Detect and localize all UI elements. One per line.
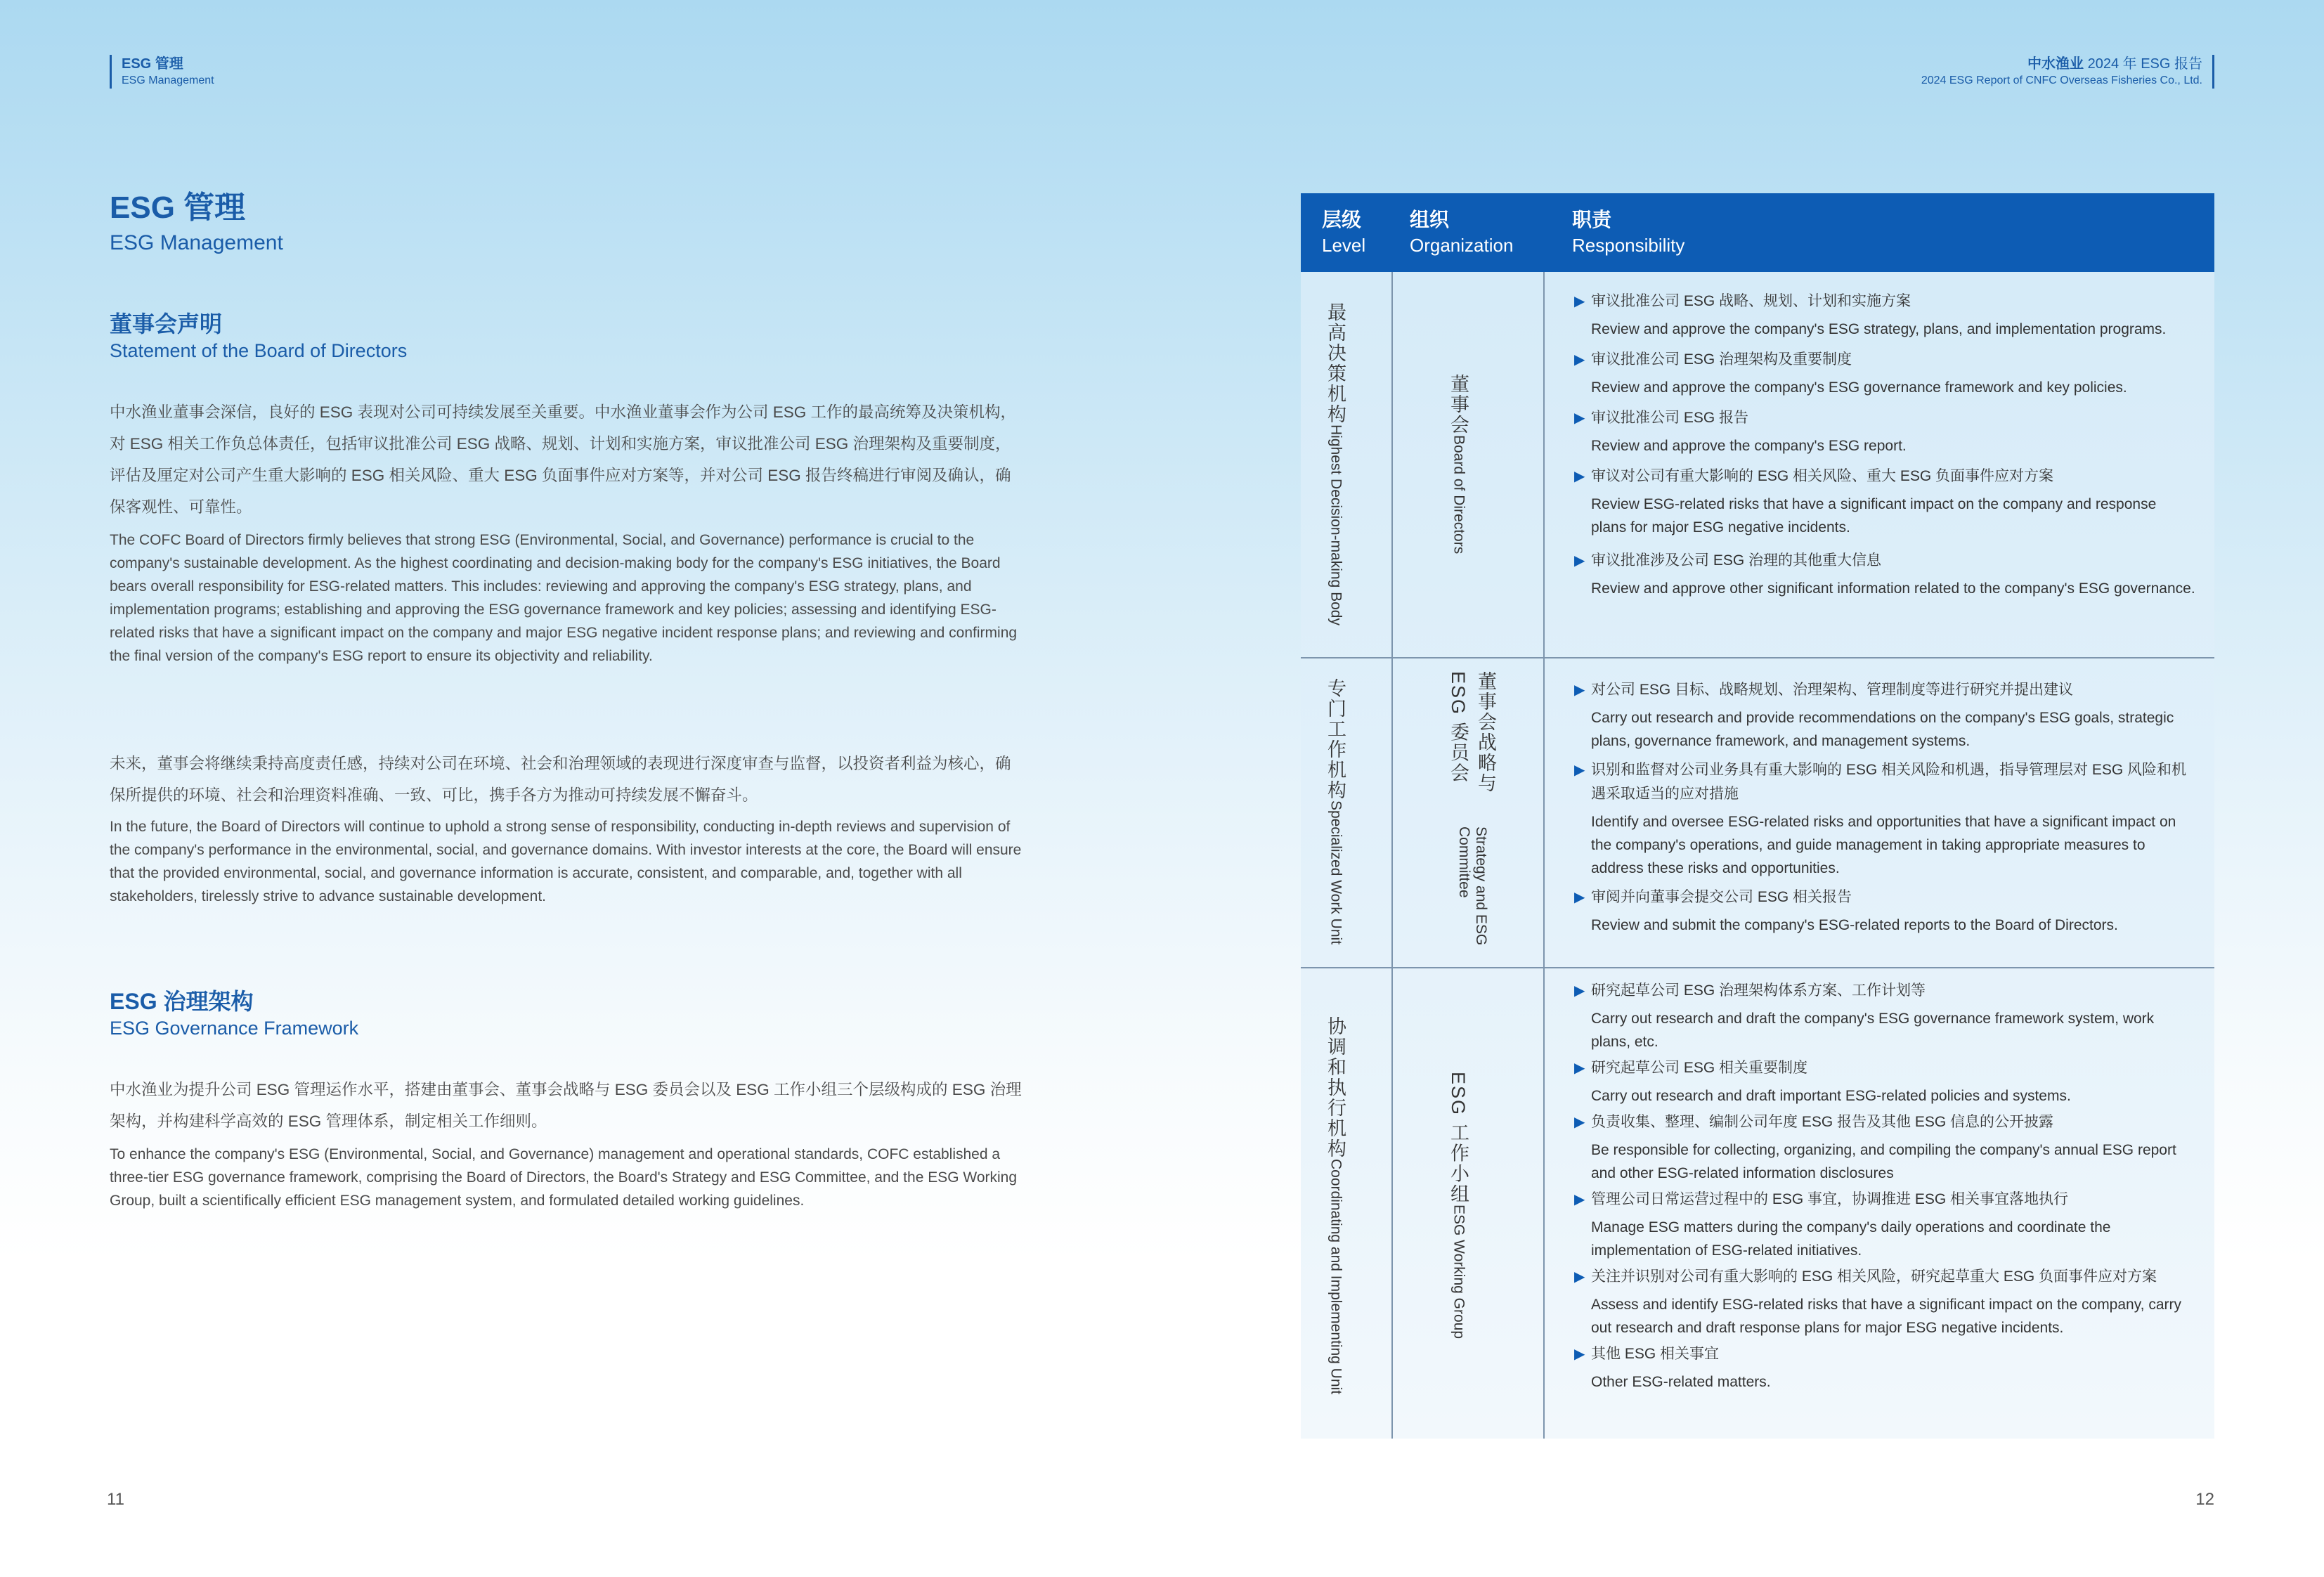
organization-label-en: Strategy and ESG Committee — [1456, 826, 1489, 946]
report-title-zh: 2024 年 ESG 报告 — [2084, 56, 2202, 72]
triangle-bullet-icon: ▶ — [1574, 553, 1585, 569]
responsibility-item: ▶ 管理公司日常运营过程中的 ESG 事宜，协调推进 ESG 相关事宜落地执行 Manage ESG matters during the company's daily operations and coordinate the implementation of ESG-related initiatives. — [1591, 1188, 2195, 1262]
responsibility-item: ▶ 审议对公司有重大影响的 ESG 相关风险、重大 ESG 负面事件应对方案 Review ESG-related risks that have a significant impact on the company and response plans for major ESG negative incidents. — [1591, 465, 2195, 539]
triangle-bullet-icon: ▶ — [1574, 890, 1585, 905]
organization-label-en: ESG Working Group — [1450, 1204, 1467, 1339]
triangle-bullet-icon: ▶ — [1574, 294, 1585, 309]
responsibility-item: ▶ 对公司 ESG 目标、战略规划、治理架构、管理制度等进行研究并提出建议 Carry out research and provide recommendations on the company's ESG goals, strategic plans, governance framework, and management systems. — [1591, 678, 2195, 753]
triangle-bullet-icon: ▶ — [1574, 1060, 1585, 1076]
section-label-en: ESG Management — [122, 74, 214, 86]
column-divider — [1543, 272, 1545, 1439]
organization-label-zh: 董事会 — [1448, 373, 1469, 435]
responsibility-list — [1574, 678, 2195, 937]
responsibility-item: ▶ 负责收集、整理、编制公司年度 ESG 报告及其他 ESG 信息的公开披露 Be responsible for collecting, organizing, and compiling the company's annual ESG report and other ESG-related information disclosures — [1591, 1110, 2195, 1185]
section-label-zh: ESG 管理 — [122, 56, 183, 72]
row-divider — [1301, 967, 2214, 968]
responsibility-item: ▶ 研究起草公司 ESG 相关重要制度 Carry out research and draft important ESG-related policies and systems. — [1591, 1056, 2195, 1108]
responsibility-item: ▶ 研究起草公司 ESG 治理架构体系方案、工作计划等 Carry out research and draft the company's ESG governance framework system, work plans, etc. — [1591, 979, 2195, 1053]
responsibility-item: ▶ 审议批准涉及公司 ESG 治理的其他重大信息 Review and approve other significant information related to the company's ESG governance. — [1591, 549, 2195, 600]
page-title-zh: ESG 管理 — [110, 190, 246, 225]
statement-paragraph-2-en: In the future, the Board of Directors will continue to uphold a strong sense of responsibility, conducting in-depth reviews and supervision of the company's performance in the environmental, social, and governance domains. With investor interests at the core, the Board will ensure that the provided environmental, social, and governance information is accurate, consistent, and comparable, and, together with all stakeholders, tirelessly strive to advance sustainable development. — [110, 819, 1022, 904]
responsibility-item: ▶ 关注并识别对公司有重大影响的 ESG 相关风险，研究起草重大 ESG 负面事件应对方案 Assess and identify ESG-related risks that have a significant impact on the company, carry out research and draft response plans for major ESG negative incidents. — [1591, 1265, 2195, 1339]
responsibility-item: ▶ 审议批准公司 ESG 治理架构及重要制度 Review and approve the company's ESG governance framework and key policies. — [1591, 348, 2195, 399]
statement-title-en: Statement of the Board of Directors — [110, 340, 408, 361]
statement-section — [110, 309, 1023, 908]
running-header-right — [1921, 55, 2214, 89]
organization-label-zh: ESG 工作小组 — [1448, 1072, 1469, 1205]
running-header-left — [110, 55, 214, 89]
responsibility-list — [1574, 979, 2195, 1394]
framework-title-zh: ESG 治理架构 — [110, 989, 254, 1014]
statement-title-zh: 董事会声明 — [110, 311, 223, 337]
level-label-zh: 专门工作机构 — [1325, 678, 1346, 801]
organization-cell — [1445, 285, 1472, 643]
statement-paragraph-2-zh: 未来，董事会将继续秉持高度责任感，持续对公司在环境、社会和治理领域的表现进行深度审查与监督，以投资者利益为核心，确保所提供的环境、社会和治理资料准确、一致、可比，携手各方为推动可持续发展不懈奋斗。 — [110, 755, 1011, 804]
page-number-right: 12 — [2195, 1490, 2214, 1509]
triangle-bullet-icon: ▶ — [1574, 1346, 1585, 1362]
triangle-bullet-icon: ▶ — [1574, 682, 1585, 698]
column-divider — [1391, 272, 1393, 1439]
left-page-content — [110, 188, 1023, 1212]
statement-paragraph-1-en: The COFC Board of Directors firmly believes that strong ESG (Environmental, Social, and Governance) performance is crucial to the company's sustainable development. As the highest coordinating and decision-making body for the company's ESG initiatives, the Board bears overall responsibility for ESG-related matters. This includes: reviewing and approving the company's ESG strategy, plans, and implementation programs; establishing and approving the ESG governance framework and key policies; assessing and identifying ESG-related risks that have a significant impact on the company and major ESG negative incident response plans; and reviewing and confirming the final version of the company's ESG report to ensure its objectivity and reliability. — [110, 532, 1018, 664]
triangle-bullet-icon: ▶ — [1574, 469, 1585, 484]
triangle-bullet-icon: ▶ — [1574, 352, 1585, 368]
level-label-zh: 最高决策机构 — [1325, 302, 1346, 425]
level-cell — [1322, 671, 1349, 952]
level-label-zh: 协调和执行机构 — [1325, 1015, 1346, 1159]
level-label-en: Highest Decision-making Body — [1327, 424, 1344, 625]
level-label-en: Coordinating and Implementing Unit — [1327, 1158, 1344, 1395]
page-title-en: ESG Management — [110, 231, 283, 254]
report-brand: 中水渔业 — [2027, 56, 2084, 72]
level-cell — [1322, 285, 1349, 643]
header-responsibility: 职责 Responsibility — [1572, 209, 1685, 256]
statement-paragraph-1-zh: 中水渔业董事会深信，良好的 ESG 表现对公司可持续发展至关重要。中水渔业董事会作为公司 ESG 工作的最高统筹及决策机构，对 ESG 相关工作负总体责任，包括审议批准公司 ESG 战略、规划、计划和实施方案，审议批准公司 ESG 治理架构及重要制度，评估及厘定对公司产生重大影响的 ESG 相关风险、重大 ESG 负面事件应对方案等，并对公司 ESG 报告终稿进行审阅及确认，确保客观性、可靠性。 — [110, 403, 1017, 516]
triangle-bullet-icon: ▶ — [1574, 410, 1585, 426]
triangle-bullet-icon: ▶ — [1574, 1115, 1585, 1130]
triangle-bullet-icon: ▶ — [1574, 762, 1585, 778]
table-header — [1301, 193, 2214, 272]
framework-title-en: ESG Governance Framework — [110, 1018, 359, 1039]
row-divider — [1301, 657, 2214, 658]
report-title-en: 2024 ESG Report of CNFC Overseas Fisheries Co., Ltd. — [1921, 74, 2202, 86]
responsibility-item: ▶ 审阅并向董事会提交公司 ESG 相关报告 Review and submit the company's ESG-related reports to the Board of Directors. — [1591, 885, 2195, 937]
level-label-en: Specialized Work Unit — [1327, 800, 1344, 945]
framework-paragraph-zh: 中水渔业为提升公司 ESG 管理运作水平，搭建由董事会、董事会战略与 ESG 委员会以及 ESG 工作小组三个层级构成的 ESG 治理架构，并构建科学高效的 ESG 管理体系，制定相关工作细则。 — [110, 1081, 1022, 1130]
responsibility-item: ▶ 识别和监督对公司业务具有重大影响的 ESG 相关风险和机遇，指导管理层对 ESG 风险和机遇采取适当的应对措施 Identify and oversee ESG-related risks and opportunities that have a significant impact on the company's operations, and guide management in taking appropriate measures to address these risks and opportunities. — [1591, 758, 2195, 880]
page-number-left: 11 — [107, 1490, 124, 1509]
triangle-bullet-icon: ▶ — [1574, 1269, 1585, 1285]
triangle-bullet-icon: ▶ — [1574, 983, 1585, 999]
framework-paragraph-en: To enhance the company's ESG (Environmental, Social, and Governance) management and operational standards, COFC established a three-tier ESG governance framework, comprising the Board of Directors, the Board's Strategy and ESG Committee, and the ESG Working Group, built a scientifically efficient ESG management system, and formulated detailed working guidelines. — [110, 1146, 1018, 1209]
organization-label-en: Board of Directors — [1450, 434, 1467, 554]
responsibility-item: ▶ 审议批准公司 ESG 战略、规划、计划和实施方案 Review and approve the company's ESG strategy, plans, and implementation programs. — [1591, 290, 2195, 341]
responsibility-item: ▶ 审议批准公司 ESG 报告 Review and approve the company's ESG report. — [1591, 406, 2195, 457]
governance-table — [1301, 193, 2214, 1439]
header-organization: 组织 Organization — [1410, 209, 1514, 256]
organization-cell — [1445, 671, 1500, 952]
responsibility-item: ▶ 其他 ESG 相关事宜 Other ESG-related matters. — [1591, 1342, 2195, 1394]
level-cell — [1322, 980, 1349, 1430]
framework-section — [110, 987, 1023, 1212]
header-level: 层级 Level — [1322, 209, 1366, 256]
organization-cell — [1445, 980, 1472, 1430]
organization-label-zh: 董事会战略与 ESG 委员会 — [1448, 671, 1496, 793]
responsibility-list — [1574, 290, 2195, 600]
triangle-bullet-icon: ▶ — [1574, 1192, 1585, 1207]
